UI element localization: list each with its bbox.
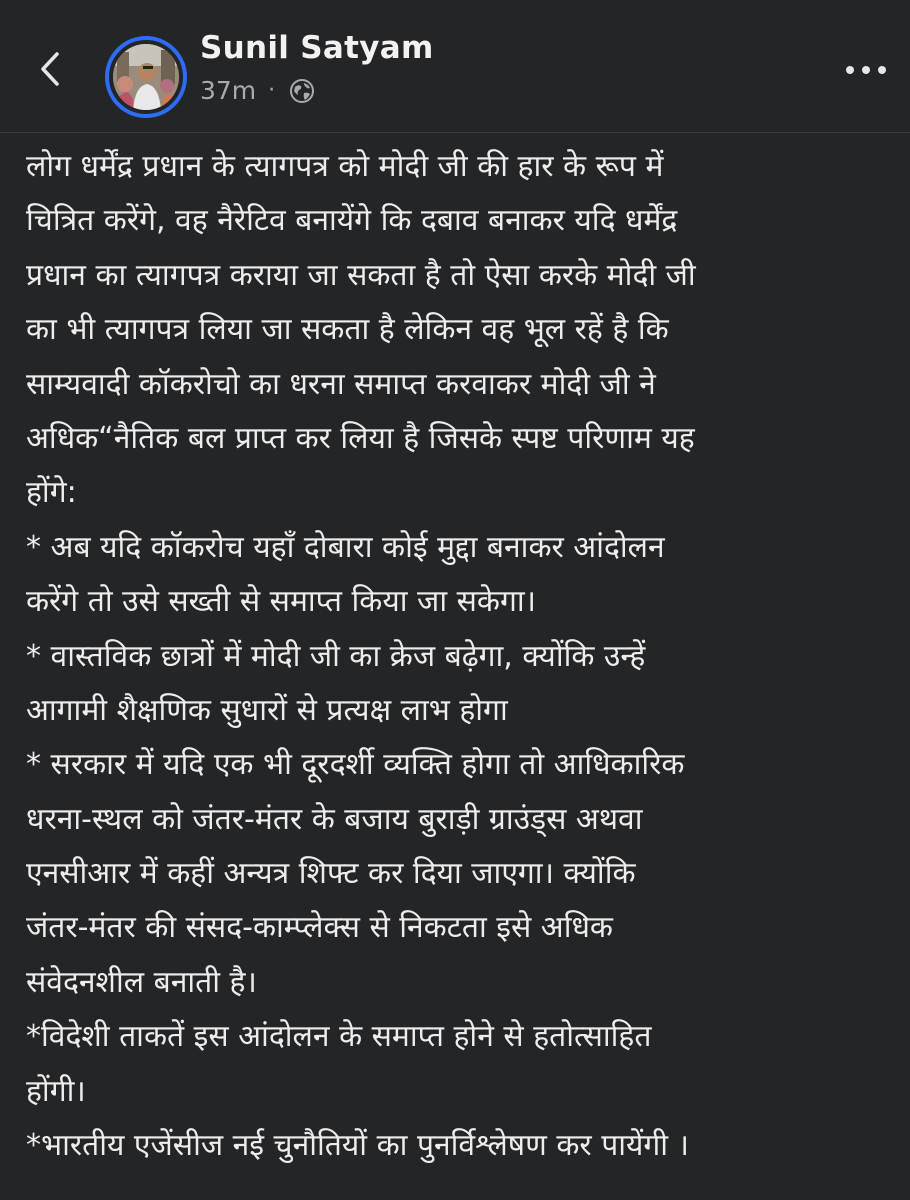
- post-line: धरना-स्थल को जंतर-मंतर के बजाय बुराड़ी ग्राउंड्स अथवा: [26, 801, 643, 837]
- post-line: अधिक“नैतिक बल प्राप्त कर लिया है जिसके स्पष्ट परिणाम यह: [26, 420, 695, 456]
- meta-separator: ·: [268, 78, 276, 103]
- post-line: * वास्तविक छात्रों में मोदी जी का क्रेज बढ़ेगा, क्योंकि उन्हें: [26, 638, 646, 674]
- more-options-button[interactable]: [836, 52, 896, 88]
- post-line: आगामी शैक्षणिक सुधारों से प्रत्यक्ष लाभ होगा: [26, 692, 508, 728]
- post-timestamp[interactable]: 37m: [200, 76, 257, 105]
- post-header: [0, 0, 910, 132]
- post-text: [26, 140, 896, 1173]
- post-line: प्रधान का त्यागपत्र कराया जा सकता है तो ऐसा करके मोदी जी: [26, 257, 696, 293]
- back-button[interactable]: [30, 44, 70, 94]
- avatar-photo: [113, 44, 179, 110]
- post-line: *विदेशी ताकतें इस आंदोलन के समाप्त होने से हतोत्साहित: [26, 1019, 652, 1055]
- post-line: जंतर-मंतर की संसद-काम्प्लेक्स से निकटता इसे अधिक: [26, 910, 613, 946]
- post-line: का भी त्यागपत्र लिया जा सकता है लेकिन वह भूल रहें है कि: [26, 312, 669, 348]
- post-line: लोग धर्मेंद्र प्रधान के त्यागपत्र को मोदी जी की हार के रूप में: [26, 149, 664, 184]
- more-horizontal-icon: [842, 65, 890, 75]
- chevron-left-icon: [39, 51, 61, 87]
- avatar[interactable]: [105, 36, 187, 118]
- post-line: होंगे:: [26, 475, 77, 511]
- post-line: संवेदनशील बनाती है।: [26, 964, 257, 1000]
- post-line: एनसीआर में कहीं अन्यत्र शिफ्ट कर दिया जाएगा। क्योंकि: [26, 856, 636, 892]
- post-line: * सरकार में यदि एक भी दूरदर्शी व्यक्ति होगा तो आधिकारिक: [26, 747, 685, 783]
- post-line: करेंगे तो उसे सख्ती से समाप्त किया जा सकेगा।: [26, 584, 536, 620]
- post-meta: [200, 76, 315, 105]
- header-divider: [0, 132, 910, 133]
- post-line: साम्यवादी कॉकरोचो का धरना समाप्त करवाकर मोदी जी ने: [26, 366, 656, 402]
- post-line: होंगी।: [26, 1073, 86, 1109]
- post-line: चित्रित करेंगे, वह नैरेटिव बनायेंगे कि दबाव बनाकर यदि धर्मेंद्र: [26, 203, 678, 239]
- post-line: * अब यदि कॉकरोच यहाँ दोबारा कोई मुद्दा बनाकर आंदोलन: [26, 529, 665, 565]
- globe-icon[interactable]: [289, 78, 315, 104]
- author-name[interactable]: Sunil Satyam: [200, 30, 434, 66]
- post-line: *भारतीय एजेंसीज नई चुनौतियों का पुनर्विश्लेषण कर पायेंगी ।: [26, 1128, 689, 1164]
